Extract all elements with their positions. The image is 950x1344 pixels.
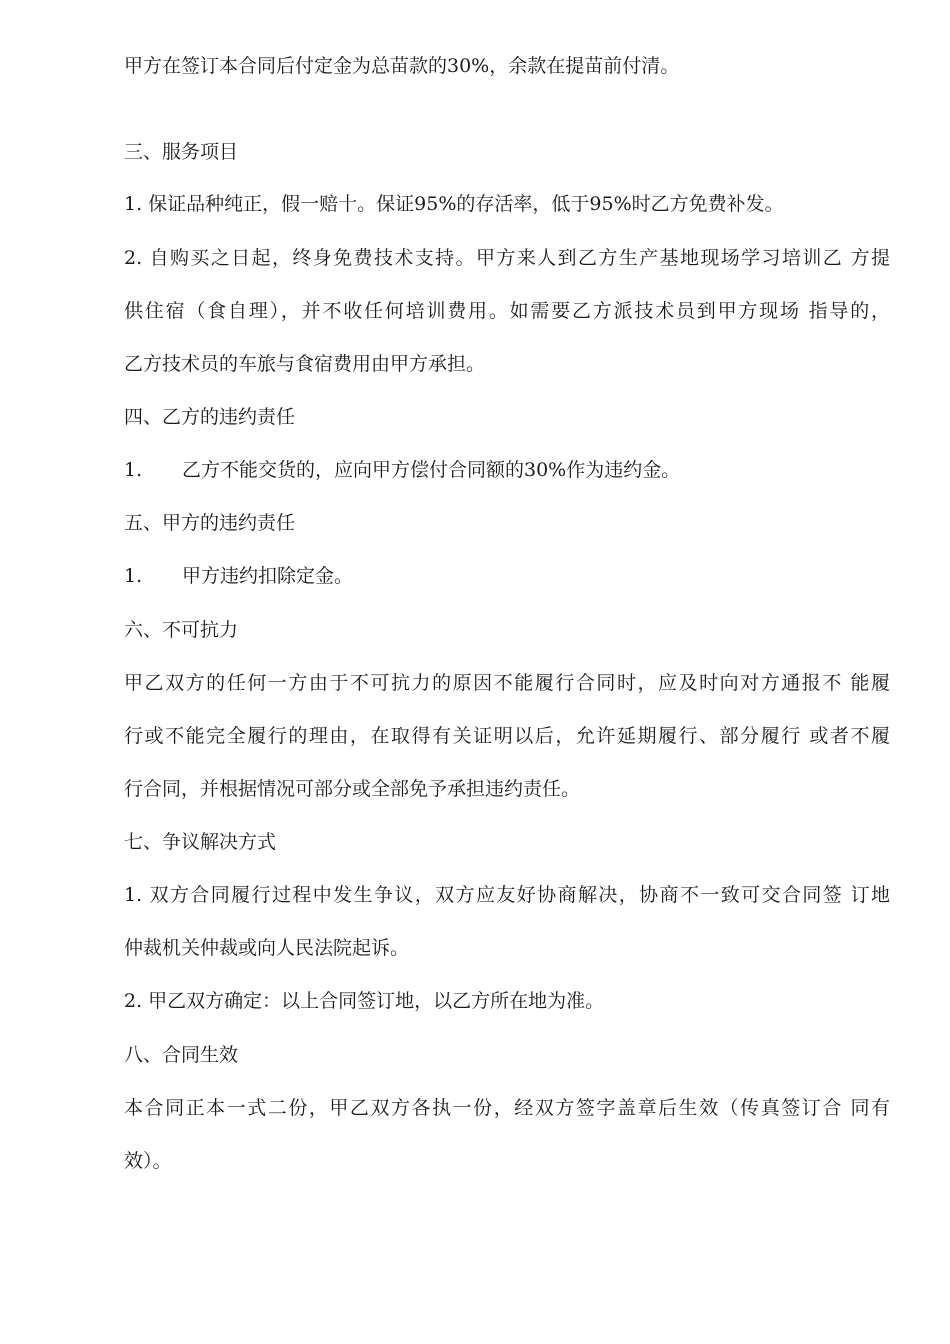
section-7-heading: 七、争议解决方式 [124, 831, 277, 853]
section-3-heading: 三、服务项目 [124, 141, 239, 163]
section-5-heading: 五、甲方的违约责任 [124, 512, 296, 534]
section-8-heading: 八、合同生效 [124, 1044, 239, 1066]
section-3-item-2-line-1: 2. 自购买之日起，终身免费技术支持。甲方来人到乙方生产基地现场学习培训乙 方提 [124, 247, 890, 269]
item-text: 乙方不能交货的，应向甲方偿付合同额的30%作为违约金。 [182, 459, 681, 481]
item-text: 甲方违约扣除定金。 [182, 565, 354, 587]
section-6-line-2: 行或不能完全履行的理由，在取得有关证明以后，允许延期履行、部分履行 或者不履 [124, 725, 890, 747]
item-number: 1. [124, 565, 143, 587]
section-6-heading: 六、不可抗力 [124, 619, 239, 641]
section-3-item-2-line-2: 供住宿（食自理），并不收任何培训费用。如需要乙方派技术员到甲方现场 指导的， [124, 300, 890, 322]
payment-paragraph: 甲方在签订本合同后付定金为总苗款的30%，余款在提苗前付清。 [124, 55, 680, 77]
section-7-item-1-line-1: 1. 双方合同履行过程中发生争议，双方应友好协商解决，协商不一致可交合同签 订地 [124, 884, 890, 906]
section-8-line-1: 本合同正本一式二份，甲乙双方各执一份，经双方签字盖章后生效（传真签订合 同有 [124, 1097, 890, 1119]
section-3-item-1: 1. 保证品种纯正，假一赔十。保证95%的存活率，低于95%时乙方免费补发。 [124, 193, 784, 215]
section-5-item-1 [124, 564, 890, 588]
item-number: 1. [124, 459, 143, 481]
section-8-line-2: 效）。 [124, 1150, 172, 1172]
section-6-line-3: 行合同，并根据情况可部分或全部免予承担违约责任。 [124, 778, 581, 800]
section-4-heading: 四、乙方的违约责任 [124, 406, 296, 428]
section-4-item-1 [124, 458, 890, 482]
section-7-item-1-line-2: 仲裁机关仲裁或向人民法院起诉。 [124, 937, 410, 959]
section-7-item-2: 2. 甲乙双方确定：以上合同签订地，以乙方所在地为准。 [124, 990, 605, 1012]
section-6-line-1: 甲乙双方的任何一方由于不可抗力的原因不能履行合同时，应及时向对方通报不 能履 [124, 672, 890, 694]
section-3-item-2-line-3: 乙方技术员的车旅与食宿费用由甲方承担。 [124, 353, 486, 375]
